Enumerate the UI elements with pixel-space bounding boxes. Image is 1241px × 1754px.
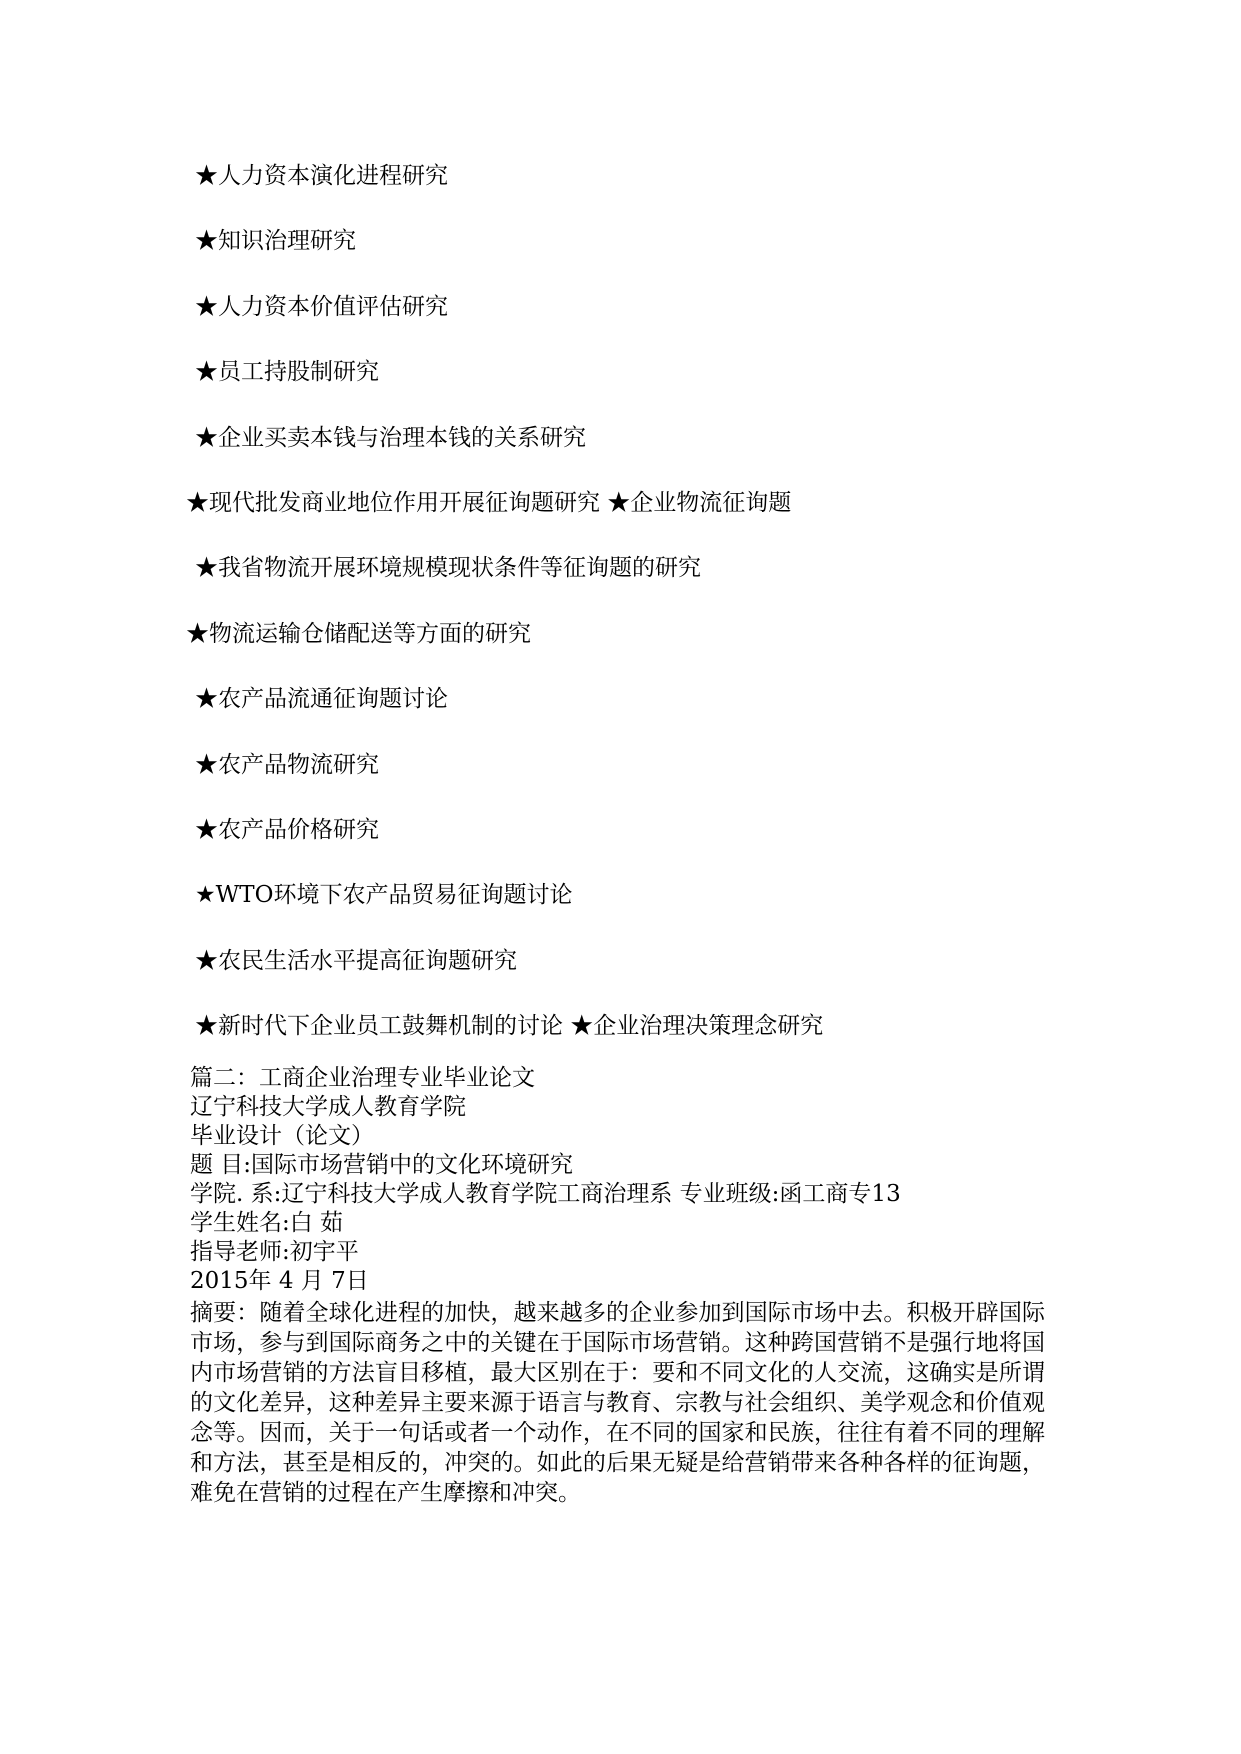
list-item: ★农民生活水平提高征询题研究 xyxy=(195,947,517,974)
list-item: ★新时代下企业员工鼓舞机制的讨论 ★企业治理决策理念研究 xyxy=(195,1013,824,1040)
list-item: ★农产品流通征询题讨论 xyxy=(195,686,448,713)
list-item: ★我省物流开展环境规模现状条件等征询题的研究 xyxy=(195,555,701,582)
list-item: ★农产品物流研究 xyxy=(195,751,379,778)
list-item: ★人力资本演化进程研究 xyxy=(195,163,448,189)
list-item: ★农产品价格研究 xyxy=(195,816,379,843)
list-item: ★人力资本价值评估研究 xyxy=(195,293,448,320)
research-topic-list xyxy=(186,163,1146,1078)
list-item: ★员工持股制研究 xyxy=(195,359,379,386)
section-heading: 篇二：工商企业治理专业毕业论文 xyxy=(190,1065,535,1091)
abstract-paragraph: 摘要：随着全球化进程的加快，越来越多的企业参加到国际市场中去。积极开辟国际市场，参与到国际商务之中的关键在于国际市场营销。这种跨国营销不是强行地将国内市场营销的方法盲目移植，最大区别在于：要和不同文化的人交流，这确实是所谓的文化差异，这种差异主要来源于语言与教育、宗教与社会组织、美学观念和价值观念等。因而，关于一句话或者一个动作，在不同的国家和民族，往往有着不同的理解和方法，甚至是相反的，冲突的。如此的后果无疑是给营销带来各种各样的征询题，难免在营销的过程在产生摩擦和冲突。 xyxy=(190,1300,1045,1506)
list-item: ★物流运输仓储配送等方面的研究 xyxy=(186,620,531,647)
list-item: ★企业买卖本钱与治理本钱的关系研究 xyxy=(195,424,586,451)
thesis-title: 题 目:国际市场营销中的文化环境研究 xyxy=(190,1152,574,1178)
list-item: ★现代批发商业地位作用开展征询题研究 ★企业物流征询题 xyxy=(186,489,792,516)
list-item: ★知识治理研究 xyxy=(195,228,356,255)
school-name: 辽宁科技大学成人教育学院 xyxy=(190,1094,466,1120)
advisor-name: 指导老师:初宇平 xyxy=(190,1239,359,1265)
list-item: ★WTO环境下农产品贸易征询题讨论 xyxy=(195,882,573,909)
document-type: 毕业设计（论文） xyxy=(190,1123,374,1149)
student-name: 学生姓名:白 茹 xyxy=(190,1210,344,1236)
thesis-section xyxy=(190,1064,1045,1508)
department-class: 学院. 系:辽宁科技大学成人教育学院工商治理系 专业班级:函工商专13 xyxy=(190,1181,901,1207)
thesis-date: 2015年 4 月 7日 xyxy=(190,1268,369,1294)
